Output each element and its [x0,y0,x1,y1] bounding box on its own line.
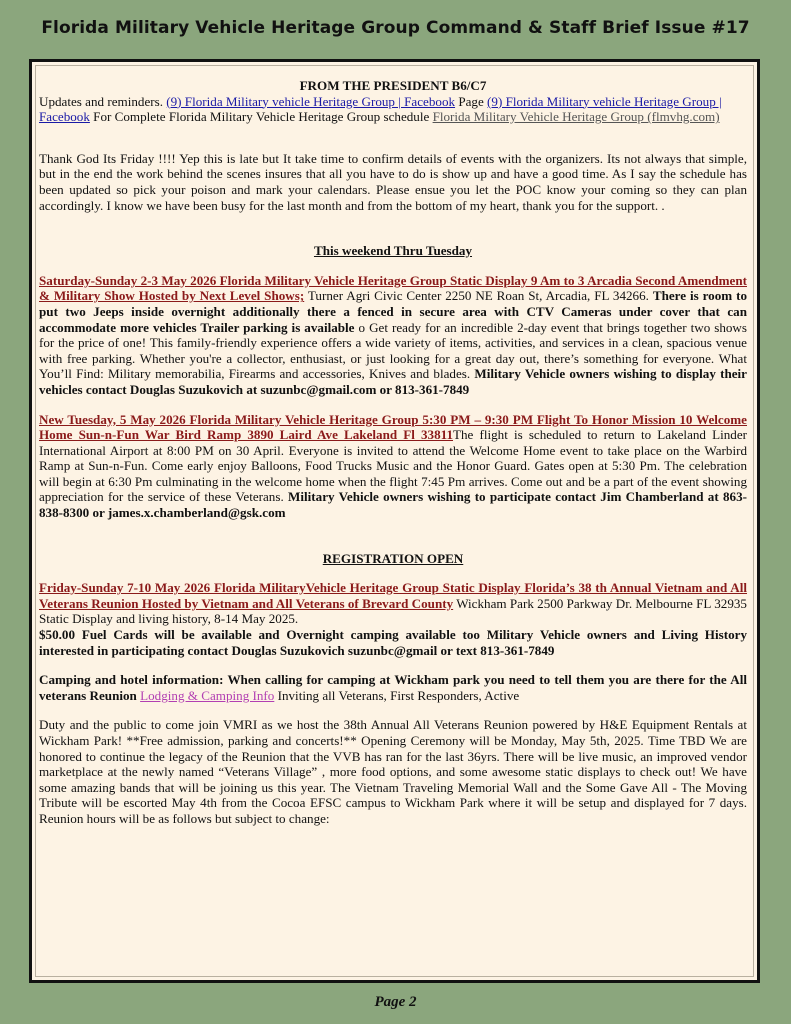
event-arcadia-contact: Military Vehicle owners wishing to display their vehicles contact Douglas Suzukovich at suzunbc@gmail.com or 813-361-7849 [39,366,747,397]
facebook-link-1[interactable]: (9) Florida Military vehicle Heritage Group | Facebook [166,93,456,109]
event-flight-title: New Tuesday, 5 May 2026 Florida Military Vehicle Heritage Group 5:30 PM – 9:30 PM Flight To Honor Mission 10 Welcome Home Sun-n-Fun War Bird Ramp 3890 Laird Ave Lakeland Fl 33811 [39,411,747,443]
event-arcadia-body: o Get ready for an incredible 2-day event that brings together two shows for the price of one! This family-friendly experience offers a wide variety of items, activities, and services in a clean, spacious venue with free parking. Whether you're a collector, enthusiast, or just looking for a great day out, there’s something for everyone. What You’ll Find: Military memorabilia, Firearms and accessories, Knives and blades. [39,319,747,382]
event-flight-contact: Military Vehicle owners wishing to participate contact Jim Chamberland at 863-838-8300 or james.x.chamberland@gsk.com [39,489,748,521]
event-flight-body: The flight is scheduled to return to Lakeland Linder International Airport at 8:00 PM on 30 April. Everyone is invited to attend the Welcome Home event to take place on the Warbird Ramp at Sun-n-Fun. Come early enjoy Balloons, Food Trucks Music and the Honor Guard. Gates open at 5:30 Pm. The celebration will begin at 6:30 Pm culminating in the welcome home when the flight 7:45 Pm arrives. Come out and be a part of the event showing appreciation for the service of these Veterans. [39,427,747,505]
intro-text: Updates and reminders. [39,93,167,109]
president-heading: FROM THE PRESIDENT B6/C7 [299,78,487,93]
camping-info-bold: Camping and hotel information: When calling for camping at Wickham park you need to tell them you are there for the All veterans Reunion [39,672,747,703]
newsletter-title: Florida Military Vehicle Heritage Group Command & Staff Brief Issue #17 [41,18,750,38]
reunion-details: Duty and the public to come join VMRI as we host the 38th Annual All Veterans Reunion powered by H&E Equipment Rentals at Wickham Park! **Free admission, parking and concerts!** Opening Ceremony will be Monday, May 5th, 2025. Time TBD We are honored to continue the legacy of the Reunion that the VVB has ran for the last 36yrs. There will be live music, an improved vendor marketplace at the newly named “Veterans Village” , more food options, and some awesome static displays to check out! We have some amazing bands that will be joining us this year. The Vietnam Traveling Memorial Wall and the Some Gave All - The Moving Tribute will be escorted May 4th from the Cocoa EFSC campus to Wickham Park where it will be setup and displayed for 7 days. Reunion hours will be as follows but subject to change: [39,717,747,826]
weekend-heading: This weekend Thru Tuesday [313,243,473,259]
website-link[interactable]: Florida Military Vehicle Heritage Group (flmvhg.com) [432,109,720,125]
event-reunion-location: Wickham Park 2500 Parkway Dr. Melbourne FL 32935 Static Display and living history, 8-14 May 2025. [39,595,747,627]
event-arcadia-parking: There is room to put two Jeeps inside overnight additionally there a fenced in secure area with CTV Cameras under cover that can accommodate more vehicles Trailer parking is available [39,288,747,335]
schedule-text: For Complete Florida Military Vehicle Heritage Group schedule [89,109,433,125]
president-links-paragraph [39,94,747,125]
event-reunion-title: Friday-Sunday 7-10 May 2026 Florida MilitaryVehicle Heritage Group Static Display Florida’s 38 th Annual Vietnam and All Veterans Reunion Hosted by Vietnam and All Veterans of Brevard County [39,580,747,611]
between-text: Page [455,93,488,109]
registration-heading: REGISTRATION OPEN [322,550,464,566]
camping-info-after: Inviting all Veterans, First Responders, Active [274,687,520,703]
camping-info [39,672,747,703]
event-flight-to-honor [39,412,747,521]
page-number: Page 2 [374,994,417,1010]
event-arcadia [39,273,747,398]
event-reunion [39,580,747,658]
event-arcadia-location: Turner Agri Civic Center 2250 NE Roan St, Arcadia, FL 34266. [304,288,653,304]
event-reunion-fuel-cards: $50.00 Fuel Cards will be available and Overnight camping available too Military Vehicle owners and Living History interested in participating contact Douglas Suzukovich suzunbc@gmail or text 813-361-7849 [39,627,747,658]
event-arcadia-title: Saturday-Sunday 2-3 May 2026 Florida Military Vehicle Heritage Group Static Display 9 Am to 3 Arcadia Second Amendment & Military Show Hosted by Next Level Shows; [39,272,747,304]
president-message: Thank God Its Friday !!!! Yep this is late but It take time to confirm details of events with the organizers. Its not always that simple, but in the end the work behind the scenes insures that all you have to do is show up and have a good time. As I say the schedule has been updated so pick your poison and mark your calendars. Please ensue you let the POC know your coming so they can plan accordingly. I know we have been busy for the last month and from the bottom of my heart, thank you for the support. . [39,150,747,213]
lodging-camping-link[interactable]: Lodging & Camping Info [140,687,275,703]
content-panel [29,59,760,983]
facebook-link-2[interactable]: (9) Florida Military vehicle Heritage Group | Facebook [39,93,722,125]
